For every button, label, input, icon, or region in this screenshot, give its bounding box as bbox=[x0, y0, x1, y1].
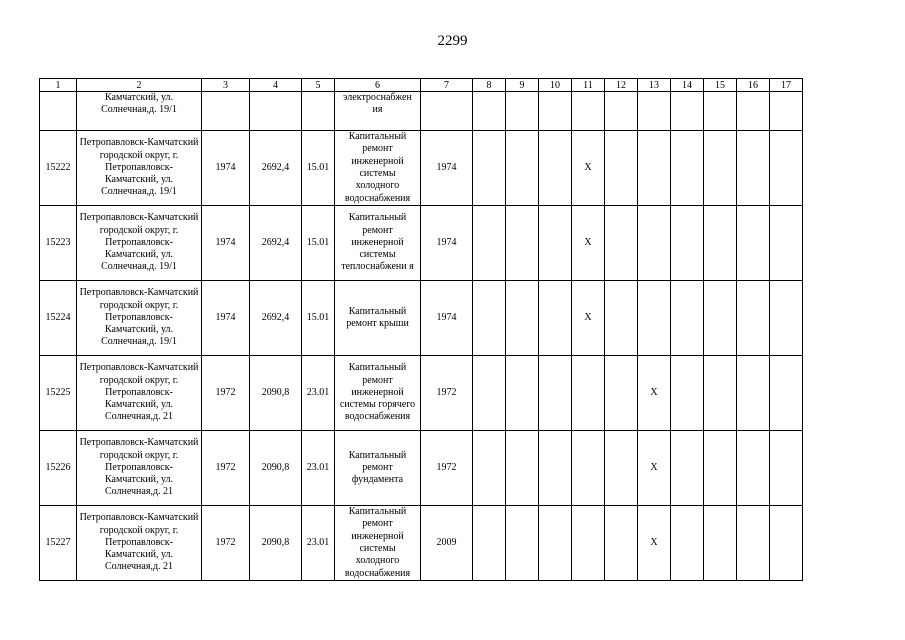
cell-mark bbox=[605, 281, 638, 356]
cell-year: 1972 bbox=[202, 431, 250, 506]
cell-year2: 1974 bbox=[421, 281, 473, 356]
cell-num bbox=[40, 92, 77, 131]
cell-mark: X bbox=[572, 206, 605, 281]
cell-year2: 1974 bbox=[421, 131, 473, 206]
continuation-row bbox=[40, 92, 803, 131]
repair-schedule-table bbox=[39, 78, 803, 581]
cell-address: Петропавловск-Камчатский городской округ, г. Петропавловск-Камчатский, ул. Солнечная,д. 21 bbox=[77, 356, 202, 431]
column-number: 8 bbox=[473, 79, 506, 92]
cell-work: Капитальный ремонт фундамента bbox=[335, 431, 421, 506]
cell-mark bbox=[671, 506, 704, 581]
cell-work: Капитальный ремонт инженерной системы холодного водоснабжения bbox=[335, 131, 421, 206]
cell-mark bbox=[671, 206, 704, 281]
cell-mark bbox=[704, 431, 737, 506]
cell-mark bbox=[704, 281, 737, 356]
cell-code: 23.01 bbox=[302, 431, 335, 506]
cell-mark bbox=[671, 431, 704, 506]
cell-work: Капитальный ремонт инженерной системы горячего водоснабжения bbox=[335, 356, 421, 431]
table-row bbox=[40, 131, 803, 206]
column-number: 4 bbox=[250, 79, 302, 92]
cell-year bbox=[202, 92, 250, 131]
cell-mark bbox=[770, 281, 803, 356]
cell-mark: X bbox=[572, 281, 605, 356]
cell-mark bbox=[473, 506, 506, 581]
cell-mark: X bbox=[638, 506, 671, 581]
cell-code: 23.01 bbox=[302, 356, 335, 431]
cell-code: 15.01 bbox=[302, 281, 335, 356]
cell-mark bbox=[770, 92, 803, 131]
cell-mark bbox=[770, 206, 803, 281]
column-number: 3 bbox=[202, 79, 250, 92]
cell-area bbox=[250, 92, 302, 131]
cell-mark bbox=[671, 92, 704, 131]
cell-num: 15223 bbox=[40, 206, 77, 281]
cell-mark bbox=[506, 506, 539, 581]
cell-address: Петропавловск-Камчатский городской округ, г. Петропавловск-Камчатский, ул. Солнечная,д. 21 bbox=[77, 431, 202, 506]
cell-mark bbox=[638, 131, 671, 206]
cell-year2: 1972 bbox=[421, 431, 473, 506]
column-number: 7 bbox=[421, 79, 473, 92]
cell-mark bbox=[704, 131, 737, 206]
cell-mark bbox=[770, 506, 803, 581]
column-number: 13 bbox=[638, 79, 671, 92]
cell-mark bbox=[473, 356, 506, 431]
cell-area: 2692,4 bbox=[250, 281, 302, 356]
cell-num: 15226 bbox=[40, 431, 77, 506]
cell-mark bbox=[770, 431, 803, 506]
cell-mark bbox=[605, 92, 638, 131]
cell-mark bbox=[671, 131, 704, 206]
column-number: 2 bbox=[77, 79, 202, 92]
cell-mark bbox=[704, 356, 737, 431]
cell-year: 1974 bbox=[202, 131, 250, 206]
column-number: 1 bbox=[40, 79, 77, 92]
cell-mark bbox=[572, 92, 605, 131]
cell-mark: X bbox=[638, 431, 671, 506]
cell-year2: 2009 bbox=[421, 506, 473, 581]
cell-area: 2692,4 bbox=[250, 206, 302, 281]
cell-code bbox=[302, 92, 335, 131]
column-number: 17 bbox=[770, 79, 803, 92]
cell-year: 1974 bbox=[202, 281, 250, 356]
cell-work: электроснабжен ия bbox=[335, 92, 421, 131]
cell-address: Камчатский, ул. Солнечная,д. 19/1 bbox=[77, 92, 202, 131]
cell-mark bbox=[473, 206, 506, 281]
cell-mark bbox=[506, 131, 539, 206]
cell-mark bbox=[638, 92, 671, 131]
cell-mark bbox=[704, 506, 737, 581]
cell-area: 2090,8 bbox=[250, 431, 302, 506]
cell-mark bbox=[737, 131, 770, 206]
column-number: 12 bbox=[605, 79, 638, 92]
column-number-row bbox=[40, 79, 803, 92]
table-row bbox=[40, 506, 803, 581]
cell-mark bbox=[539, 206, 572, 281]
cell-mark bbox=[737, 431, 770, 506]
cell-mark bbox=[638, 281, 671, 356]
cell-code: 23.01 bbox=[302, 506, 335, 581]
cell-code: 15.01 bbox=[302, 131, 335, 206]
cell-mark bbox=[605, 431, 638, 506]
cell-mark bbox=[572, 506, 605, 581]
column-number: 15 bbox=[704, 79, 737, 92]
cell-mark bbox=[506, 206, 539, 281]
cell-mark bbox=[539, 281, 572, 356]
cell-mark bbox=[704, 206, 737, 281]
cell-mark bbox=[539, 356, 572, 431]
cell-mark bbox=[506, 92, 539, 131]
cell-year: 1974 bbox=[202, 206, 250, 281]
column-number: 16 bbox=[737, 79, 770, 92]
cell-work: Капитальный ремонт крыши bbox=[335, 281, 421, 356]
cell-mark bbox=[737, 206, 770, 281]
column-number: 6 bbox=[335, 79, 421, 92]
column-number: 5 bbox=[302, 79, 335, 92]
cell-mark bbox=[506, 431, 539, 506]
cell-mark bbox=[605, 506, 638, 581]
cell-mark bbox=[572, 431, 605, 506]
cell-mark bbox=[539, 431, 572, 506]
cell-mark bbox=[671, 356, 704, 431]
cell-mark bbox=[473, 281, 506, 356]
table-row bbox=[40, 281, 803, 356]
cell-mark bbox=[737, 506, 770, 581]
cell-num: 15227 bbox=[40, 506, 77, 581]
cell-num: 15222 bbox=[40, 131, 77, 206]
cell-area: 2692,4 bbox=[250, 131, 302, 206]
cell-mark bbox=[539, 131, 572, 206]
cell-mark: X bbox=[572, 131, 605, 206]
cell-mark bbox=[737, 281, 770, 356]
cell-mark bbox=[671, 281, 704, 356]
cell-area: 2090,8 bbox=[250, 506, 302, 581]
cell-mark bbox=[770, 356, 803, 431]
cell-mark bbox=[605, 131, 638, 206]
cell-mark bbox=[605, 206, 638, 281]
cell-mark bbox=[704, 92, 737, 131]
page-number: 2299 bbox=[437, 33, 468, 49]
table-row bbox=[40, 431, 803, 506]
cell-mark bbox=[539, 92, 572, 131]
column-number: 9 bbox=[506, 79, 539, 92]
cell-mark bbox=[737, 92, 770, 131]
cell-year2: 1972 bbox=[421, 356, 473, 431]
cell-work: Капитальный ремонт инженерной системы холодного водоснабжения bbox=[335, 506, 421, 581]
cell-mark bbox=[506, 281, 539, 356]
table-row bbox=[40, 356, 803, 431]
cell-address: Петропавловск-Камчатский городской округ, г. Петропавловск-Камчатский, ул. Солнечная,д. 19/1 bbox=[77, 206, 202, 281]
cell-mark bbox=[473, 131, 506, 206]
cell-mark bbox=[506, 356, 539, 431]
cell-mark bbox=[737, 356, 770, 431]
cell-year2 bbox=[421, 92, 473, 131]
cell-address: Петропавловск-Камчатский городской округ, г. Петропавловск-Камчатский, ул. Солнечная,д. 19/1 bbox=[77, 281, 202, 356]
cell-mark bbox=[572, 356, 605, 431]
cell-mark bbox=[473, 431, 506, 506]
cell-mark bbox=[770, 131, 803, 206]
cell-address: Петропавловск-Камчатский городской округ, г. Петропавловск-Камчатский, ул. Солнечная,д. 19/1 bbox=[77, 131, 202, 206]
column-number: 10 bbox=[539, 79, 572, 92]
column-number: 14 bbox=[671, 79, 704, 92]
cell-num: 15225 bbox=[40, 356, 77, 431]
cell-address: Петропавловск-Камчатский городской округ, г. Петропавловск-Камчатский, ул. Солнечная,д. 21 bbox=[77, 506, 202, 581]
cell-mark bbox=[605, 356, 638, 431]
cell-year: 1972 bbox=[202, 356, 250, 431]
cell-year2: 1974 bbox=[421, 206, 473, 281]
cell-mark: X bbox=[638, 356, 671, 431]
cell-mark bbox=[473, 92, 506, 131]
table-row bbox=[40, 206, 803, 281]
cell-mark bbox=[638, 206, 671, 281]
cell-work: Капитальный ремонт инженерной системы теплоснабжени я bbox=[335, 206, 421, 281]
column-number: 11 bbox=[572, 79, 605, 92]
cell-area: 2090,8 bbox=[250, 356, 302, 431]
cell-num: 15224 bbox=[40, 281, 77, 356]
cell-year: 1972 bbox=[202, 506, 250, 581]
cell-code: 15.01 bbox=[302, 206, 335, 281]
cell-mark bbox=[539, 506, 572, 581]
